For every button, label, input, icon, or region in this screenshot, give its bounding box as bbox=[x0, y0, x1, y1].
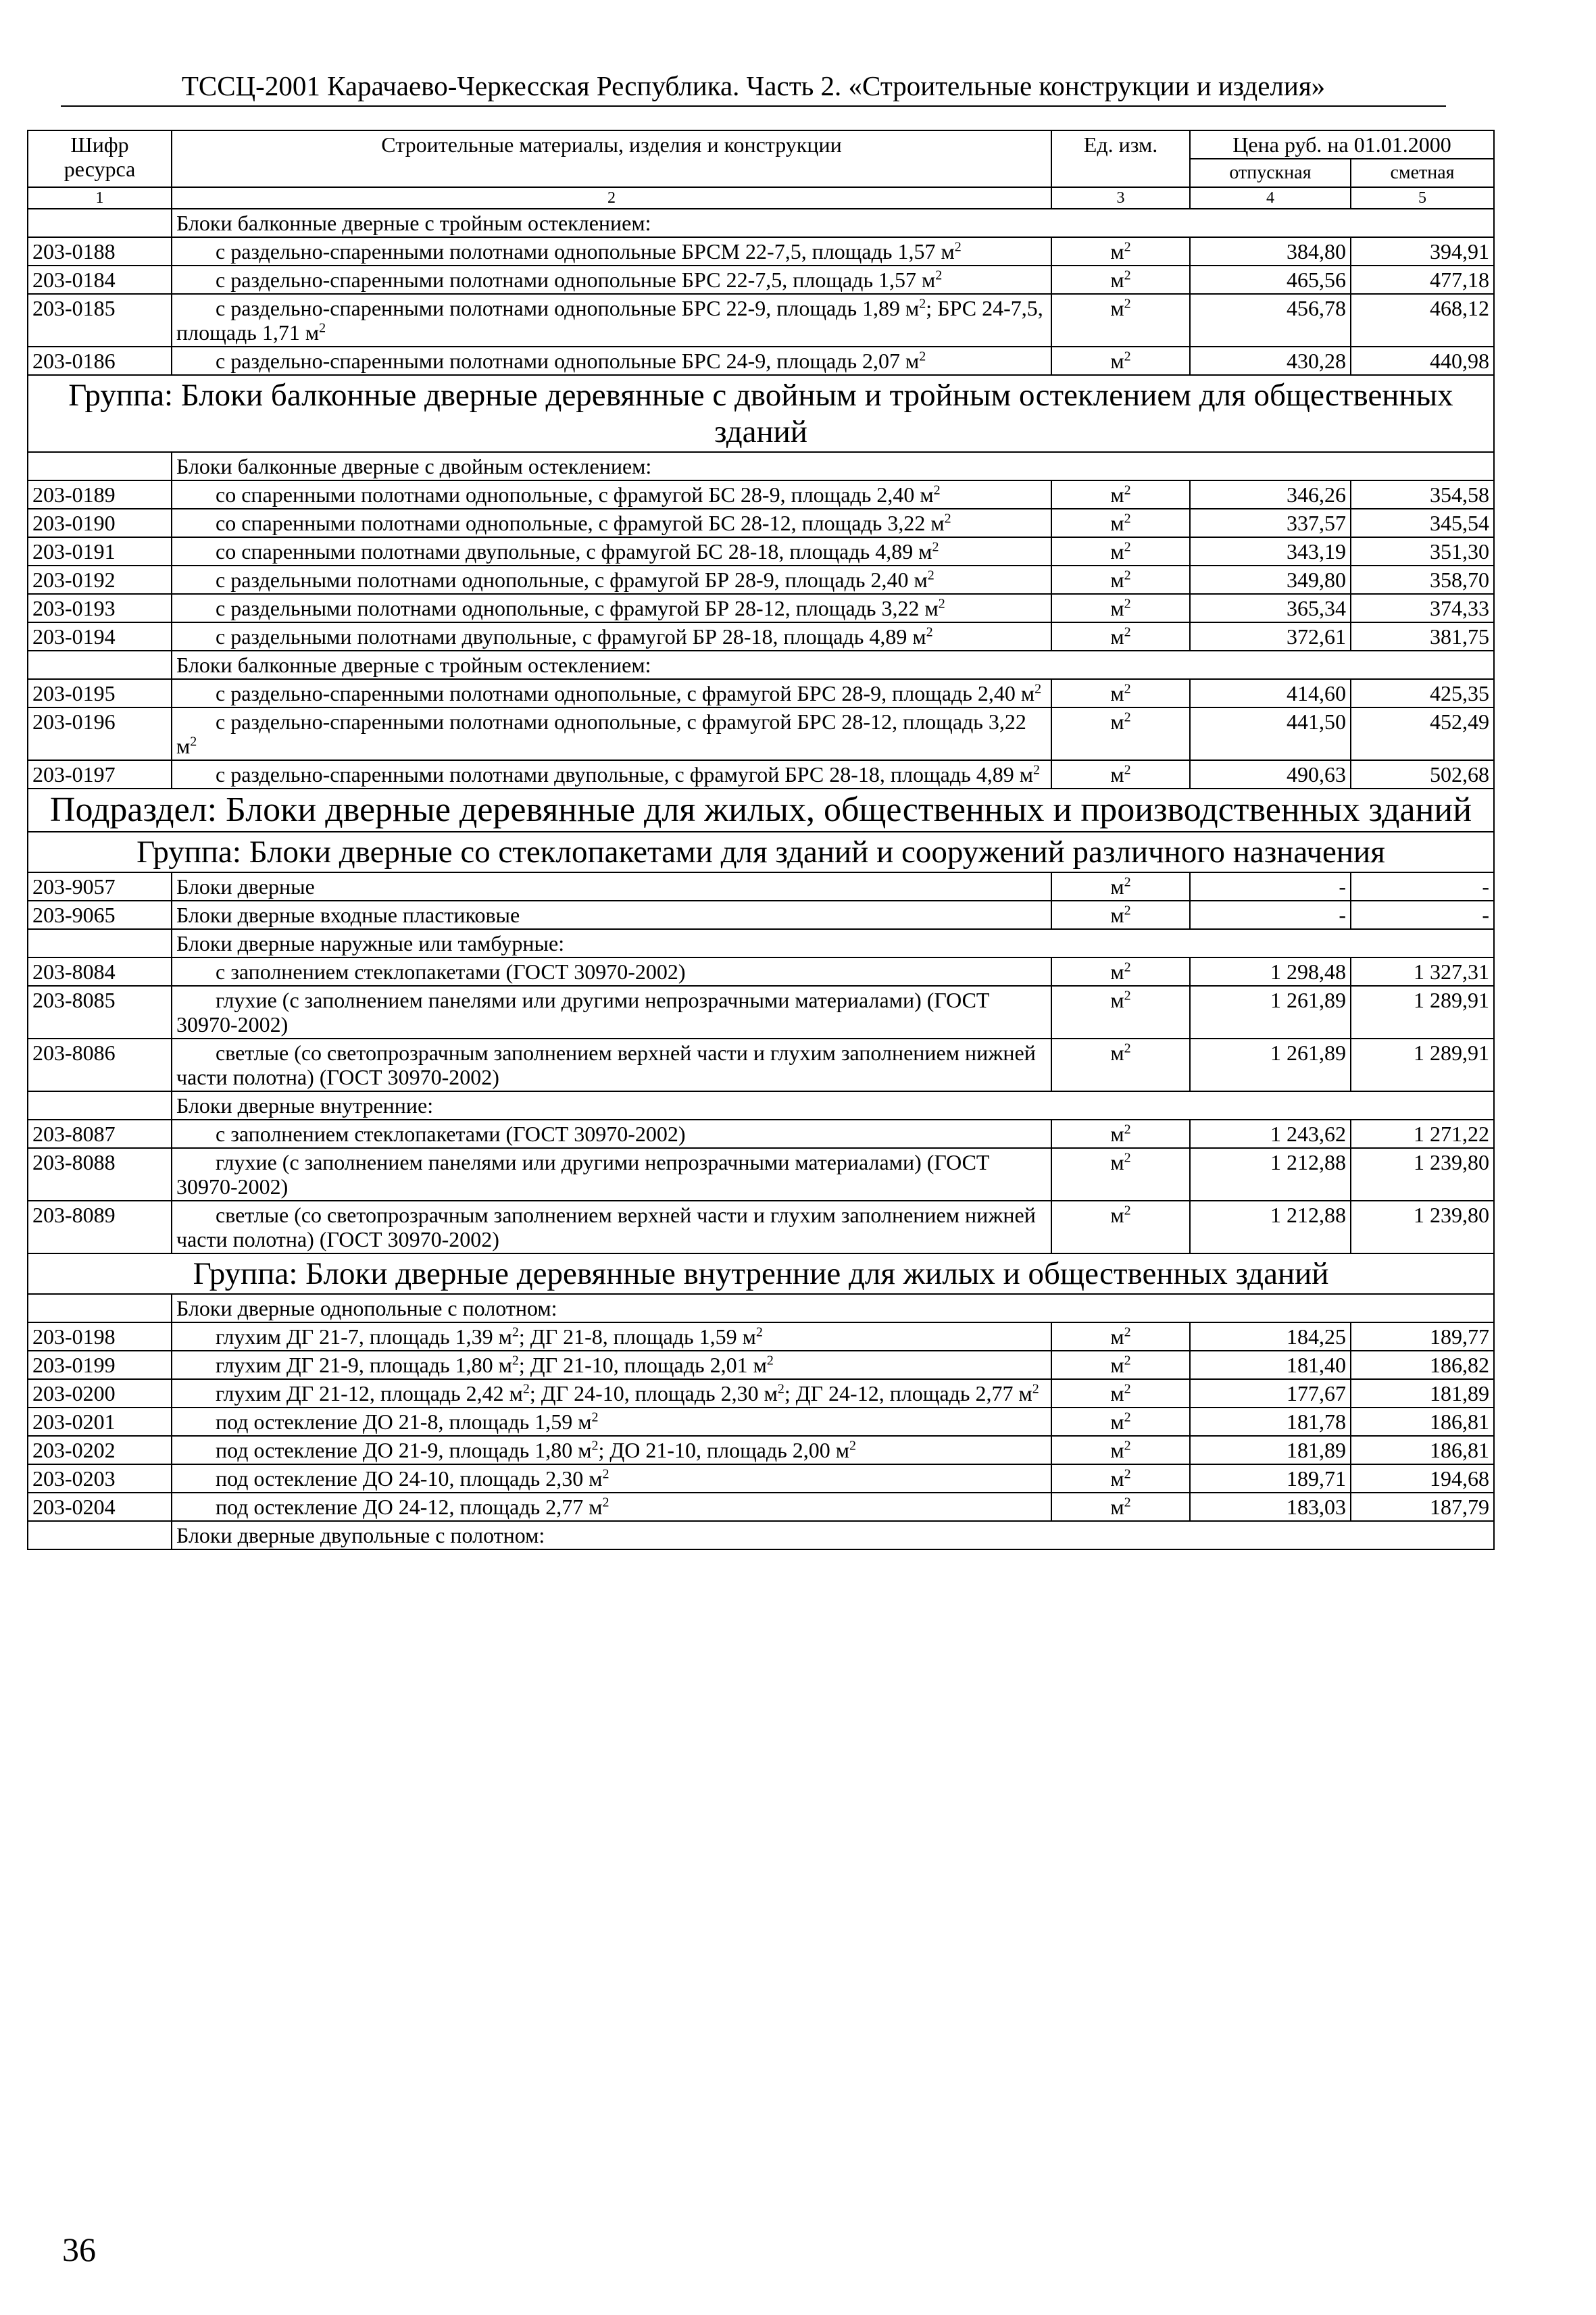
item-description: под остекление ДО 21-9, площадь 1,80 $м^2$; ДО 21-10, площадь 2,00 $м^2$ bbox=[172, 1436, 1051, 1464]
resource-code: 203-8087 bbox=[28, 1120, 172, 1148]
item-description: с заполнением стеклопакетами (ГОСТ 30970-2002) bbox=[172, 957, 1051, 986]
group-heading: Группа: Блоки дверные со стеклопакетами для зданий и сооружений различного назначения bbox=[28, 832, 1494, 872]
price-release: 1 298,48 bbox=[1190, 957, 1351, 986]
price-release: - bbox=[1190, 872, 1351, 901]
col-header-estimate: сметная bbox=[1351, 159, 1494, 187]
price-release: 430,28 bbox=[1190, 347, 1351, 375]
price-estimate: 189,77 bbox=[1351, 1322, 1494, 1351]
item-description: с раздельно-спаренными полотнами однопольные, с фрамугой БРС 28-9, площадь 2,40 $м^2$ bbox=[172, 679, 1051, 707]
item-unit: $м^2$ bbox=[1051, 480, 1190, 509]
resource-code: 203-0188 bbox=[28, 237, 172, 266]
price-estimate: 186,82 bbox=[1351, 1351, 1494, 1379]
price-release: 1 243,62 bbox=[1190, 1120, 1351, 1148]
item-description: глухим ДГ 21-12, площадь 2,42 $м^2$; ДГ 24-10, площадь 2,30 $м^2$; ДГ 24-12, площадь 2,77 $м^2$ bbox=[172, 1379, 1051, 1408]
subgroup-row bbox=[28, 929, 1494, 957]
item-unit: $м^2$ bbox=[1051, 622, 1190, 651]
price-estimate: 381,75 bbox=[1351, 622, 1494, 651]
price-release: 346,26 bbox=[1190, 480, 1351, 509]
price-release: 384,80 bbox=[1190, 237, 1351, 266]
item-unit: $м^2$ bbox=[1051, 901, 1190, 929]
price-estimate: 1 289,91 bbox=[1351, 1039, 1494, 1091]
group-heading: Группа: Блоки балконные дверные деревянные с двойным и тройным остеклением для общественных зданий bbox=[28, 375, 1494, 452]
item-unit: $м^2$ bbox=[1051, 266, 1190, 294]
table-row bbox=[28, 901, 1494, 929]
col-header-price: Цена руб. на 01.01.2000 bbox=[1190, 130, 1494, 159]
table-row bbox=[28, 1493, 1494, 1521]
resource-code: 203-0203 bbox=[28, 1464, 172, 1493]
price-estimate: 1 239,80 bbox=[1351, 1201, 1494, 1253]
item-description: под остекление ДО 21-8, площадь 1,59 $м^2$ bbox=[172, 1408, 1051, 1436]
item-description: Блоки дверные входные пластиковые bbox=[172, 901, 1051, 929]
table-row bbox=[28, 986, 1494, 1039]
item-unit: $м^2$ bbox=[1051, 1148, 1190, 1201]
item-description: с раздельно-спаренными полотнами однопольные БРС 22-7,5, площадь 1,57 $м^2$ bbox=[172, 266, 1051, 294]
subgroup-label: Блоки дверные однопольные с полотном: bbox=[172, 1294, 1494, 1322]
group-row bbox=[28, 1253, 1494, 1294]
price-release: 1 261,89 bbox=[1190, 1039, 1351, 1091]
item-unit: $м^2$ bbox=[1051, 1120, 1190, 1148]
item-description: с раздельно-спаренными полотнами однопольные БРС 24-9, площадь 2,07 $м^2$ bbox=[172, 347, 1051, 375]
subgroup-row bbox=[28, 1091, 1494, 1120]
price-estimate: 502,68 bbox=[1351, 760, 1494, 789]
price-estimate: 425,35 bbox=[1351, 679, 1494, 707]
item-unit: $м^2$ bbox=[1051, 594, 1190, 622]
price-release: 189,71 bbox=[1190, 1464, 1351, 1493]
table-row bbox=[28, 1322, 1494, 1351]
item-unit: $м^2$ bbox=[1051, 566, 1190, 594]
price-table bbox=[27, 130, 1495, 1550]
empty-cell bbox=[28, 1294, 172, 1322]
resource-code: 203-0190 bbox=[28, 509, 172, 537]
resource-code: 203-0200 bbox=[28, 1379, 172, 1408]
item-unit: $м^2$ bbox=[1051, 707, 1190, 760]
price-release: 1 212,88 bbox=[1190, 1148, 1351, 1201]
page-header: ТССЦ-2001 Карачаево-Черкесская Республика. Часть 2. «Строительные конструкции и изделия» bbox=[61, 66, 1446, 107]
resource-code: 203-0196 bbox=[28, 707, 172, 760]
item-description: с раздельными полотнами однопольные, с фрамугой БР 28-9, площадь 2,40 $м^2$ bbox=[172, 566, 1051, 594]
resource-code: 203-0184 bbox=[28, 266, 172, 294]
empty-cell bbox=[28, 1521, 172, 1549]
item-description: со спаренными полотнами двупольные, с фрамугой БС 28-18, площадь 4,89 $м^2$ bbox=[172, 537, 1051, 566]
subgroup-label: Блоки дверные двупольные с полотном: bbox=[172, 1521, 1494, 1549]
item-unit: $м^2$ bbox=[1051, 509, 1190, 537]
price-estimate: 194,68 bbox=[1351, 1464, 1494, 1493]
item-unit: $м^2$ bbox=[1051, 1464, 1190, 1493]
item-description: с раздельно-спаренными полотнами однопольные БРС 22-9, площадь 1,89 $м^2$; БРС 24-7,5, площадь 1,71 $м^2$ bbox=[172, 294, 1051, 347]
group-heading: Группа: Блоки дверные деревянные внутренние для жилых и общественных зданий bbox=[28, 1253, 1494, 1294]
price-release: 177,67 bbox=[1190, 1379, 1351, 1408]
table-row bbox=[28, 537, 1494, 566]
item-unit: $м^2$ bbox=[1051, 957, 1190, 986]
item-description: светлые (со светопрозрачным заполнением верхней части и глухим заполнением нижней части полотна) (ГОСТ 30970-2002) bbox=[172, 1039, 1051, 1091]
item-description: со спаренными полотнами однопольные, с фрамугой БС 28-9, площадь 2,40 $м^2$ bbox=[172, 480, 1051, 509]
price-release: - bbox=[1190, 901, 1351, 929]
item-description: глухие (с заполнением панелями или другими непрозрачными материалами) (ГОСТ 30970-2002) bbox=[172, 1148, 1051, 1201]
price-estimate: 187,79 bbox=[1351, 1493, 1494, 1521]
resource-code: 203-8085 bbox=[28, 986, 172, 1039]
table-row bbox=[28, 566, 1494, 594]
price-estimate: 440,98 bbox=[1351, 347, 1494, 375]
price-estimate: 186,81 bbox=[1351, 1436, 1494, 1464]
table-row bbox=[28, 347, 1494, 375]
item-description: светлые (со светопрозрачным заполнением верхней части и глухим заполнением нижней части полотна) (ГОСТ 30970-2002) bbox=[172, 1201, 1051, 1253]
table-row bbox=[28, 294, 1494, 347]
subgroup-label: Блоки балконные дверные с двойным остеклением: bbox=[172, 452, 1494, 480]
table-row bbox=[28, 760, 1494, 789]
item-description: глухим ДГ 21-9, площадь 1,80 $м^2$; ДГ 21-10, площадь 2,01 $м^2$ bbox=[172, 1351, 1051, 1379]
subgroup-label: Блоки балконные дверные с тройным остеклением: bbox=[172, 651, 1494, 679]
table-row bbox=[28, 957, 1494, 986]
resource-code: 203-0199 bbox=[28, 1351, 172, 1379]
price-estimate: 394,91 bbox=[1351, 237, 1494, 266]
table-row bbox=[28, 1408, 1494, 1436]
resource-code: 203-0194 bbox=[28, 622, 172, 651]
price-estimate: 1 289,91 bbox=[1351, 986, 1494, 1039]
price-estimate: 358,70 bbox=[1351, 566, 1494, 594]
table-row bbox=[28, 1201, 1494, 1253]
price-estimate: 1 239,80 bbox=[1351, 1148, 1494, 1201]
price-estimate: 452,49 bbox=[1351, 707, 1494, 760]
price-estimate: 351,30 bbox=[1351, 537, 1494, 566]
price-estimate: 354,58 bbox=[1351, 480, 1494, 509]
empty-cell bbox=[28, 209, 172, 237]
resource-code: 203-0202 bbox=[28, 1436, 172, 1464]
resource-code: 203-0201 bbox=[28, 1408, 172, 1436]
price-release: 1 212,88 bbox=[1190, 1201, 1351, 1253]
item-description: глухие (с заполнением панелями или другими непрозрачными материалами) (ГОСТ 30970-2002) bbox=[172, 986, 1051, 1039]
price-release: 441,50 bbox=[1190, 707, 1351, 760]
price-estimate: 468,12 bbox=[1351, 294, 1494, 347]
item-unit: $м^2$ bbox=[1051, 1322, 1190, 1351]
price-estimate: 477,18 bbox=[1351, 266, 1494, 294]
price-release: 365,34 bbox=[1190, 594, 1351, 622]
resource-code: 203-0204 bbox=[28, 1493, 172, 1521]
price-estimate: 181,89 bbox=[1351, 1379, 1494, 1408]
price-estimate: 186,81 bbox=[1351, 1408, 1494, 1436]
item-unit: $м^2$ bbox=[1051, 537, 1190, 566]
table-row bbox=[28, 480, 1494, 509]
col-number-2: 2 bbox=[172, 187, 1051, 209]
resource-code: 203-0186 bbox=[28, 347, 172, 375]
table-row bbox=[28, 872, 1494, 901]
item-description: со спаренными полотнами однопольные, с фрамугой БС 28-12, площадь 3,22 $м^2$ bbox=[172, 509, 1051, 537]
item-unit: $м^2$ bbox=[1051, 679, 1190, 707]
subsection-row bbox=[28, 789, 1494, 832]
item-unit: $м^2$ bbox=[1051, 1408, 1190, 1436]
price-estimate: - bbox=[1351, 901, 1494, 929]
subgroup-row bbox=[28, 1521, 1494, 1549]
table-row bbox=[28, 1351, 1494, 1379]
item-unit: $м^2$ bbox=[1051, 294, 1190, 347]
price-estimate: 1 327,31 bbox=[1351, 957, 1494, 986]
item-unit: $м^2$ bbox=[1051, 1039, 1190, 1091]
item-description: глухим ДГ 21-7, площадь 1,39 $м^2$; ДГ 21-8, площадь 1,59 $м^2$ bbox=[172, 1322, 1051, 1351]
resource-code: 203-0192 bbox=[28, 566, 172, 594]
empty-cell bbox=[28, 1091, 172, 1120]
col-number-4: 4 bbox=[1190, 187, 1351, 209]
price-release: 184,25 bbox=[1190, 1322, 1351, 1351]
price-release: 372,61 bbox=[1190, 622, 1351, 651]
table-row bbox=[28, 1148, 1494, 1201]
item-description: с раздельными полотнами двупольные, с фрамугой БР 28-18, площадь 4,89 $м^2$ bbox=[172, 622, 1051, 651]
col-number-1: 1 bbox=[28, 187, 172, 209]
price-release: 343,19 bbox=[1190, 537, 1351, 566]
price-estimate: - bbox=[1351, 872, 1494, 901]
table-row bbox=[28, 509, 1494, 537]
table-row bbox=[28, 1436, 1494, 1464]
resource-code: 203-0193 bbox=[28, 594, 172, 622]
item-unit: $м^2$ bbox=[1051, 760, 1190, 789]
price-estimate: 1 271,22 bbox=[1351, 1120, 1494, 1148]
price-estimate: 345,54 bbox=[1351, 509, 1494, 537]
resource-code: 203-0185 bbox=[28, 294, 172, 347]
subgroup-row bbox=[28, 209, 1494, 237]
col-header-name: Строительные материалы, изделия и конструкции bbox=[172, 130, 1051, 187]
col-header-release: отпускная bbox=[1190, 159, 1351, 187]
subgroup-row bbox=[28, 651, 1494, 679]
resource-code: 203-8084 bbox=[28, 957, 172, 986]
item-description: с раздельно-спаренными полотнами однопольные, с фрамугой БРС 28-12, площадь 3,22 $м^2$ bbox=[172, 707, 1051, 760]
table-row bbox=[28, 707, 1494, 760]
price-release: 337,57 bbox=[1190, 509, 1351, 537]
item-description: с раздельными полотнами однопольные, с фрамугой БР 28-12, площадь 3,22 $м^2$ bbox=[172, 594, 1051, 622]
table-row bbox=[28, 622, 1494, 651]
item-unit: $м^2$ bbox=[1051, 1436, 1190, 1464]
col-header-unit: Ед. изм. bbox=[1051, 130, 1190, 187]
subgroup-row bbox=[28, 452, 1494, 480]
resource-code: 203-0198 bbox=[28, 1322, 172, 1351]
item-description: с раздельно-спаренными полотнами двупольные, с фрамугой БРС 28-18, площадь 4,89 $м^2$ bbox=[172, 760, 1051, 789]
item-unit: $м^2$ bbox=[1051, 986, 1190, 1039]
table-row bbox=[28, 1039, 1494, 1091]
resource-code: 203-8089 bbox=[28, 1201, 172, 1253]
item-unit: $м^2$ bbox=[1051, 1379, 1190, 1408]
price-release: 181,78 bbox=[1190, 1408, 1351, 1436]
price-release: 465,56 bbox=[1190, 266, 1351, 294]
price-release: 183,03 bbox=[1190, 1493, 1351, 1521]
resource-code: 203-0197 bbox=[28, 760, 172, 789]
price-release: 490,63 bbox=[1190, 760, 1351, 789]
group-row bbox=[28, 375, 1494, 452]
price-release: 1 261,89 bbox=[1190, 986, 1351, 1039]
table-row bbox=[28, 237, 1494, 266]
item-description: под остекление ДО 24-12, площадь 2,77 $м^2$ bbox=[172, 1493, 1051, 1521]
table-row bbox=[28, 1464, 1494, 1493]
table-row bbox=[28, 266, 1494, 294]
item-description: Блоки дверные bbox=[172, 872, 1051, 901]
col-number-5: 5 bbox=[1351, 187, 1494, 209]
subgroup-label: Блоки дверные внутренние: bbox=[172, 1091, 1494, 1120]
item-description: с раздельно-спаренными полотнами однопольные БРСМ 22-7,5, площадь 1,57 $м^2$ bbox=[172, 237, 1051, 266]
item-description: с заполнением стеклопакетами (ГОСТ 30970-2002) bbox=[172, 1120, 1051, 1148]
empty-cell bbox=[28, 651, 172, 679]
resource-code: 203-8086 bbox=[28, 1039, 172, 1091]
empty-cell bbox=[28, 929, 172, 957]
empty-cell bbox=[28, 452, 172, 480]
table-body bbox=[28, 209, 1494, 1549]
item-unit: $м^2$ bbox=[1051, 347, 1190, 375]
subgroup-label: Блоки дверные наружные или тамбурные: bbox=[172, 929, 1494, 957]
page-number: 36 bbox=[62, 2231, 96, 2268]
resource-code: 203-9065 bbox=[28, 901, 172, 929]
table-row bbox=[28, 679, 1494, 707]
item-unit: $м^2$ bbox=[1051, 237, 1190, 266]
price-release: 181,89 bbox=[1190, 1436, 1351, 1464]
table-row bbox=[28, 594, 1494, 622]
subgroup-label: Блоки балконные дверные с тройным остеклением: bbox=[172, 209, 1494, 237]
resource-code: 203-8088 bbox=[28, 1148, 172, 1201]
subgroup-row bbox=[28, 1294, 1494, 1322]
group-row bbox=[28, 832, 1494, 872]
resource-code: 203-9057 bbox=[28, 872, 172, 901]
col-header-code: Шифр ресурса bbox=[28, 130, 172, 187]
item-description: под остекление ДО 24-10, площадь 2,30 $м^2$ bbox=[172, 1464, 1051, 1493]
price-release: 414,60 bbox=[1190, 679, 1351, 707]
resource-code: 203-0191 bbox=[28, 537, 172, 566]
table-row bbox=[28, 1120, 1494, 1148]
item-unit: $м^2$ bbox=[1051, 1493, 1190, 1521]
item-unit: $м^2$ bbox=[1051, 1201, 1190, 1253]
resource-code: 203-0189 bbox=[28, 480, 172, 509]
price-release: 456,78 bbox=[1190, 294, 1351, 347]
table-row bbox=[28, 1379, 1494, 1408]
resource-code: 203-0195 bbox=[28, 679, 172, 707]
price-release: 181,40 bbox=[1190, 1351, 1351, 1379]
col-number-3: 3 bbox=[1051, 187, 1190, 209]
item-unit: $м^2$ bbox=[1051, 872, 1190, 901]
item-unit: $м^2$ bbox=[1051, 1351, 1190, 1379]
subsection-heading: Подраздел: Блоки дверные деревянные для жилых, общественных и производственных зданий bbox=[28, 789, 1494, 832]
price-release: 349,80 bbox=[1190, 566, 1351, 594]
price-estimate: 374,33 bbox=[1351, 594, 1494, 622]
